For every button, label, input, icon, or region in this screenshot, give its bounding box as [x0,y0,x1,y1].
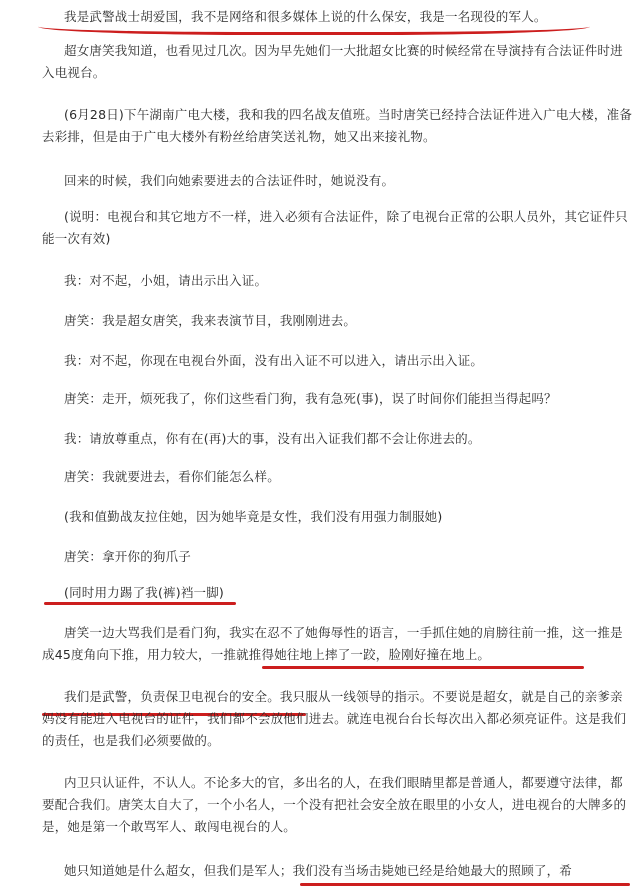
paragraph-intro: 我是武警战士胡爱国，我不是网络和很多媒体上说的什么保安，我是一名现役的军人。 [64,9,547,24]
paragraph-june-28: (6月28日)下午湖南广电大楼，我和我的四名战友值班。当时唐笑已经持合法证件进入广电大楼，准备去彩排，但是由于广电大楼外有粉丝给唐笑送礼物，她又出来接礼物。 [42,107,633,144]
paragraph-restrain: (我和值勤战友拉住她，因为她毕竟是女性，我们没有用强力制服她) [64,509,443,524]
dialogue-line-3: 我：对不起，你现在电视台外面，没有出入证不可以进入，请出示出入证。 [64,353,484,368]
dialogue-line-6: 唐笑：我就要进去，看你们能怎么样。 [64,469,280,484]
paragraph-return: 回来的时候，我们向她索要进去的合法证件时，她说没有。 [64,173,395,188]
dialogue-line-5: 我：请放尊重点，你有在(再)大的事，没有出入证我们都不会让你进去的。 [64,431,481,446]
dialogue-line-7: 唐笑：拿开你的狗爪子 [64,549,192,564]
paragraph-push: 唐笑一边大骂我们是看门狗，我实在忍不了她侮辱性的语言，一手抓住她的肩膀往前一推，这一推是成45度角向下推，用力较大，一推就推得她往地上摔了一跤，脸刚好撞在地上。 [42,625,623,662]
paragraph-kick: (同时用力踢了我(裤)裆一脚) [64,585,225,600]
paragraph-last: 她只知道她是什么超女，但我们是军人；我们没有当场击毙她已经是给她最大的照顾了，希 [64,863,573,878]
dialogue-line-2: 唐笑：我是超女唐笑，我来表演节目，我刚刚进去。 [64,313,357,328]
dialogue-line-4: 唐笑：走开，烦死我了，你们这些看门狗，我有急死(事)，误了时间你们能担当得起吗？ [64,391,557,406]
paragraph-guard: 内卫只认证件，不认人。不论多大的官，多出名的人，在我们眼睛里都是普通人，都要遵守法律，都要配合我们。唐笑太自大了，一个小名人，一个没有把社会安全放在眼里的小女人，进电视台的大牌多的是，她是第一个敢骂军人、敢闯电视台的人。 [42,775,627,834]
paragraph-know-tangxiao: 超女唐笑我知道，也看见过几次。因为早先她们一大批超女比赛的时候经常在导演持有合法证件时进入电视台。 [42,43,623,80]
paragraph-note: (说明：电视台和其它地方不一样，进入必须有合法证件，除了电视台正常的公职人员外，其它证件只能一次有效) [42,209,628,246]
paragraph-armed-police: 我们是武警，负责保卫电视台的安全。我只服从一线领导的指示。不要说是超女，就是自己的亲爹亲妈没有能进入电视台的证件，我们都不会放他们进去。就连电视台台长每次出入都必须亮证件。这是我们的责任，也是我们必须要做的。 [42,689,627,748]
dialogue-line-1: 我：对不起，小姐，请出示出入证。 [64,273,268,288]
red-underline-3 [262,666,584,669]
